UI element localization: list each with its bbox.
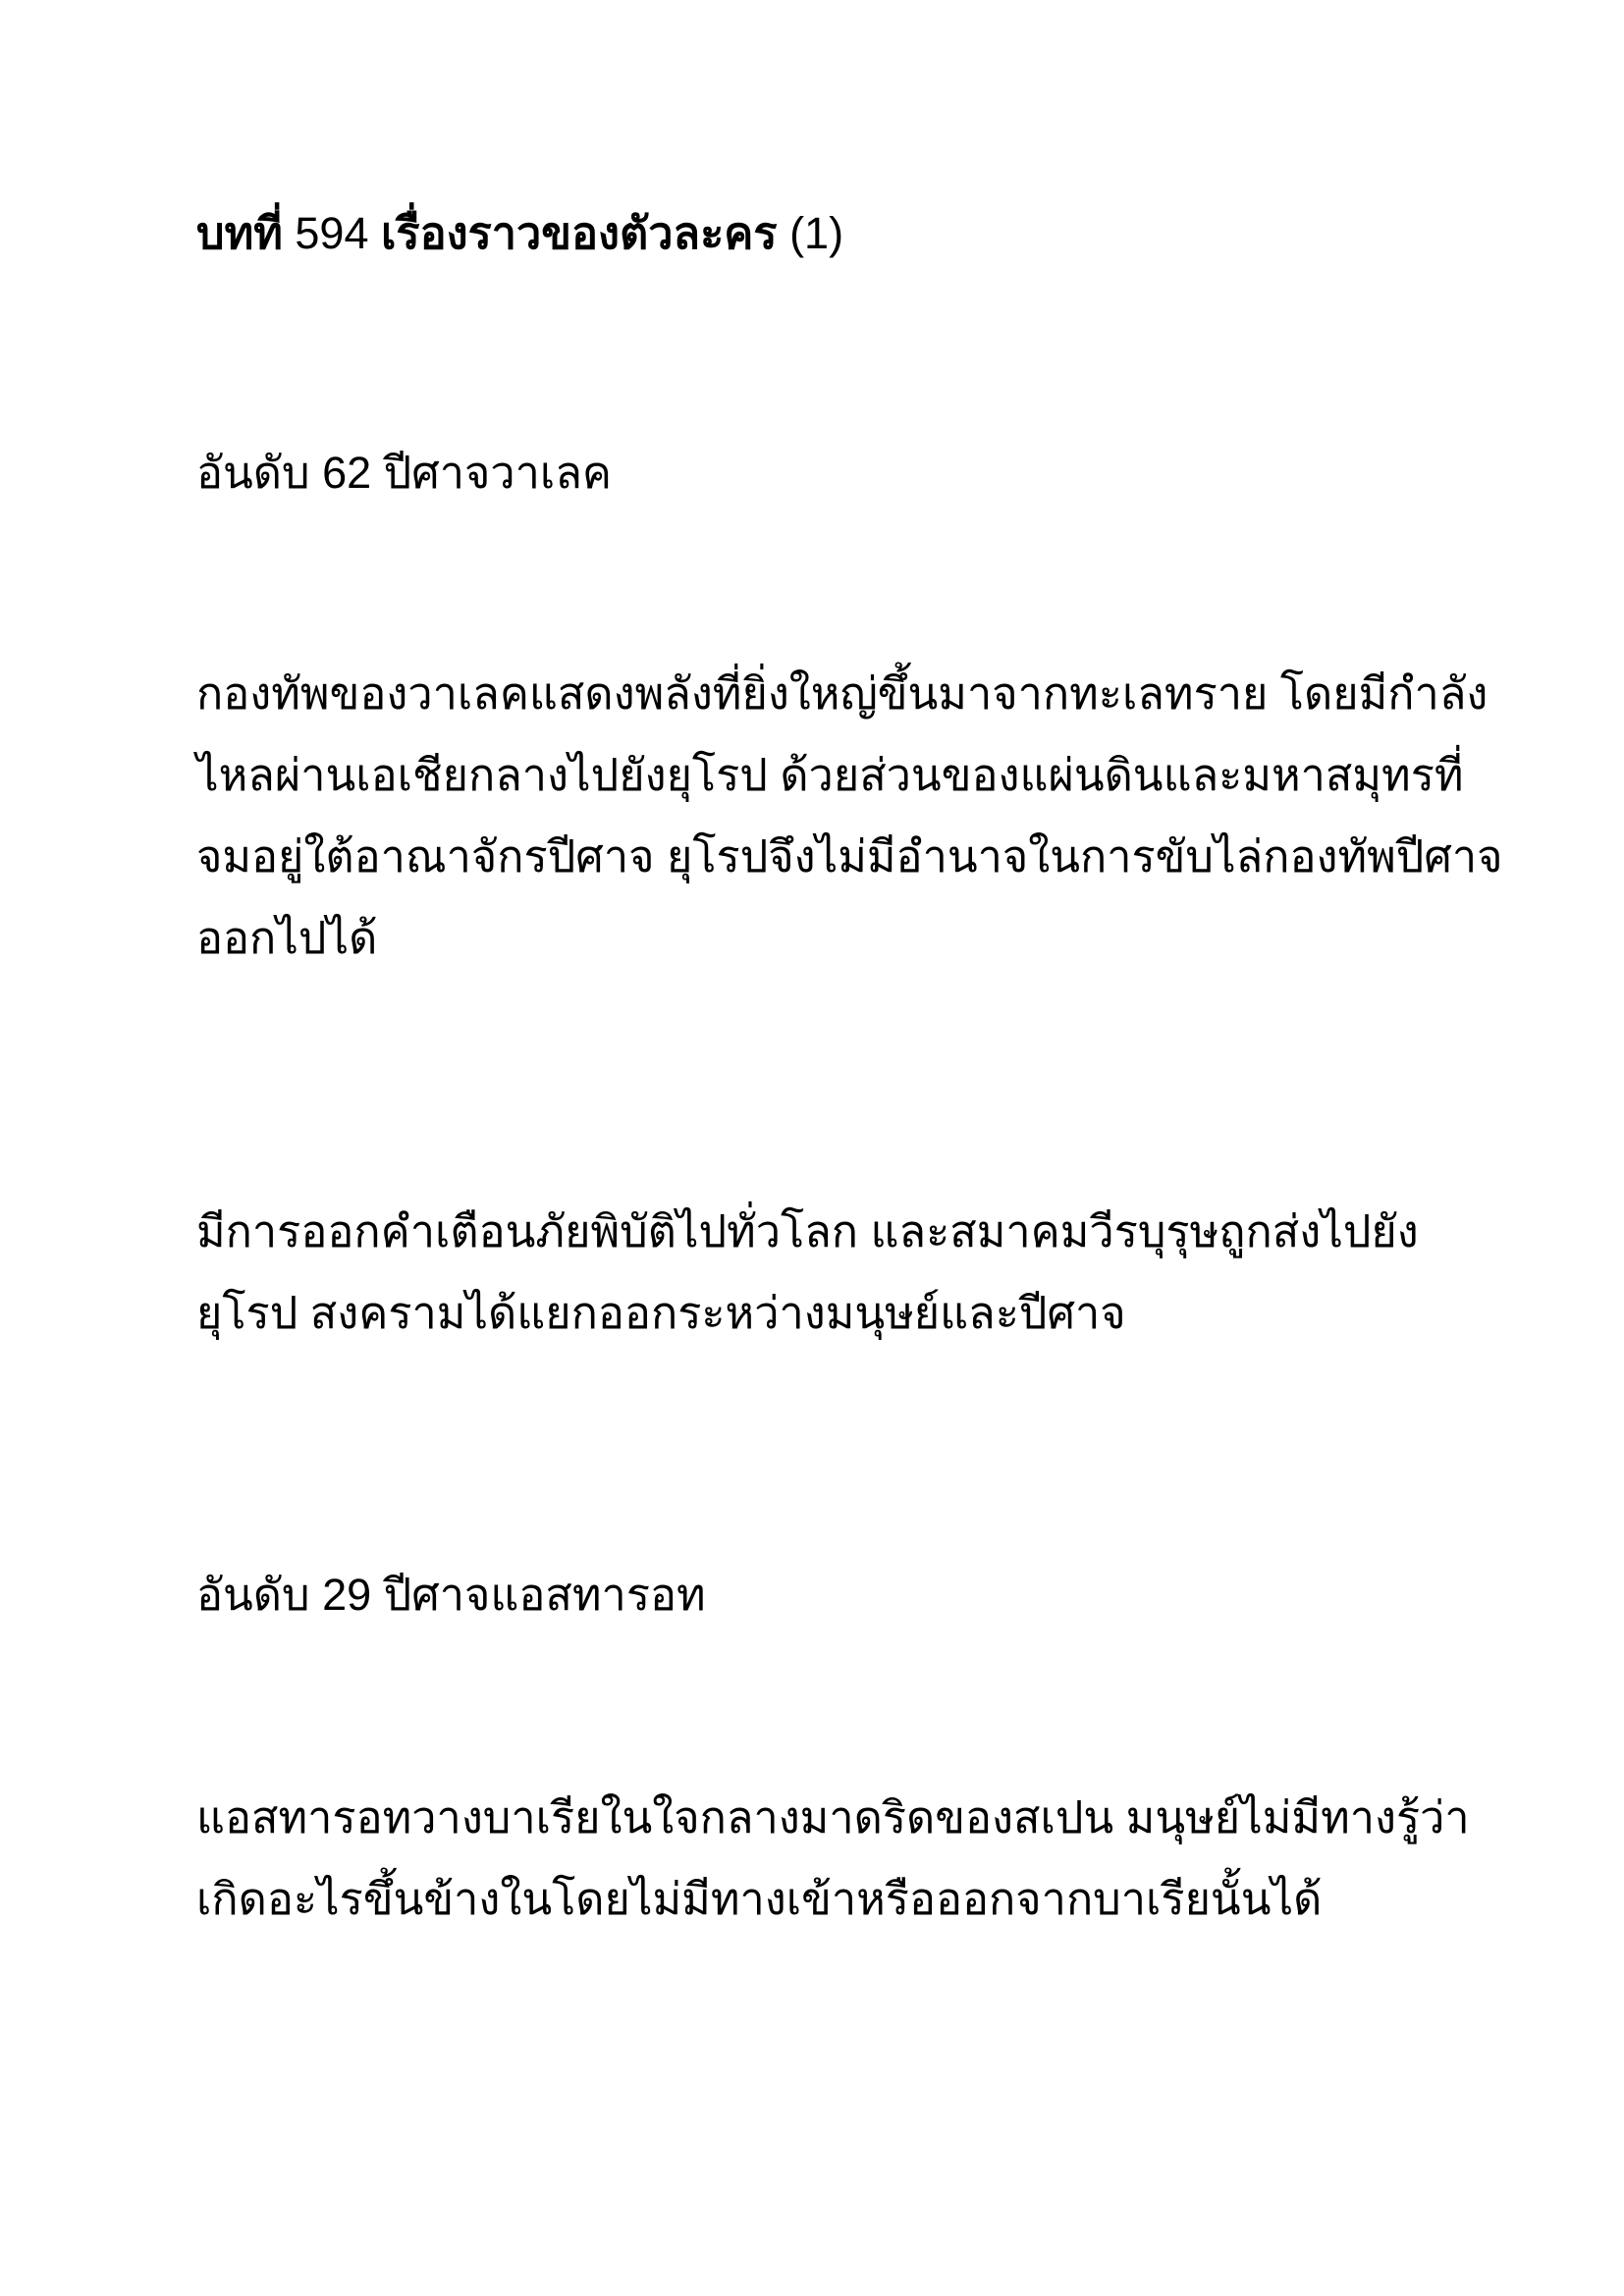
text-line: ไหลผ่านเอเชียกลางไปยังยุโรป ด้วยส่วนของแผ่นดินและมหาสมุทรที่ bbox=[196, 750, 1464, 800]
text-line: มีการออกคำเตือนภัยพิบัติไปทั่วโลก และสมาคมวีรบุรุษถูกส่งไปยัง bbox=[196, 1206, 1419, 1256]
paragraph-disaster-warning bbox=[196, 1191, 1473, 1354]
section-heading-astaroth bbox=[196, 1554, 1473, 1635]
text-line: ออกไปได้ bbox=[196, 913, 378, 963]
text-line: เกิดอะไรขึ้นข้างในโดยไม่มีทางเข้าหรือออกจากบาเรียนั้นได้ bbox=[196, 1874, 1323, 1924]
chapter-number: 594 bbox=[295, 208, 369, 258]
paragraph-valac-army bbox=[196, 653, 1503, 979]
text-line: อันดับ 29 ปีศาจแอสทารอท bbox=[196, 1570, 706, 1620]
chapter-part: (1) bbox=[789, 208, 844, 258]
chapter-title bbox=[196, 196, 843, 270]
text-line: จมอยู่ใต้อาณาจักรปีศาจ ยุโรปจึงไม่มีอำนาจในการขับไล่กองทัพปีศาจ bbox=[196, 831, 1503, 881]
section-heading-valac bbox=[196, 432, 1473, 513]
text-line: อันดับ 62 ปีศาจวาเลค bbox=[196, 448, 612, 498]
text-line: แอสทารอทวางบาเรียในใจกลางมาดริดของสเปน มนุษย์ไม่มีทางรู้ว่า bbox=[196, 1792, 1470, 1842]
chapter-title-prefix: บทที่ bbox=[196, 208, 283, 258]
chapter-title-name: เรื่องราวของตัวละคร bbox=[381, 208, 778, 258]
text-line: กองทัพของวาเลคแสดงพลังที่ยิ่งใหญ่ขึ้นมาจากทะเลทราย โดยมีกำลัง bbox=[196, 668, 1489, 719]
paragraph-astaroth-barrier bbox=[196, 1777, 1473, 1940]
text-line: ยุโรป สงครามได้แยกออกระหว่างมนุษย์และปีศาจ bbox=[196, 1288, 1126, 1338]
